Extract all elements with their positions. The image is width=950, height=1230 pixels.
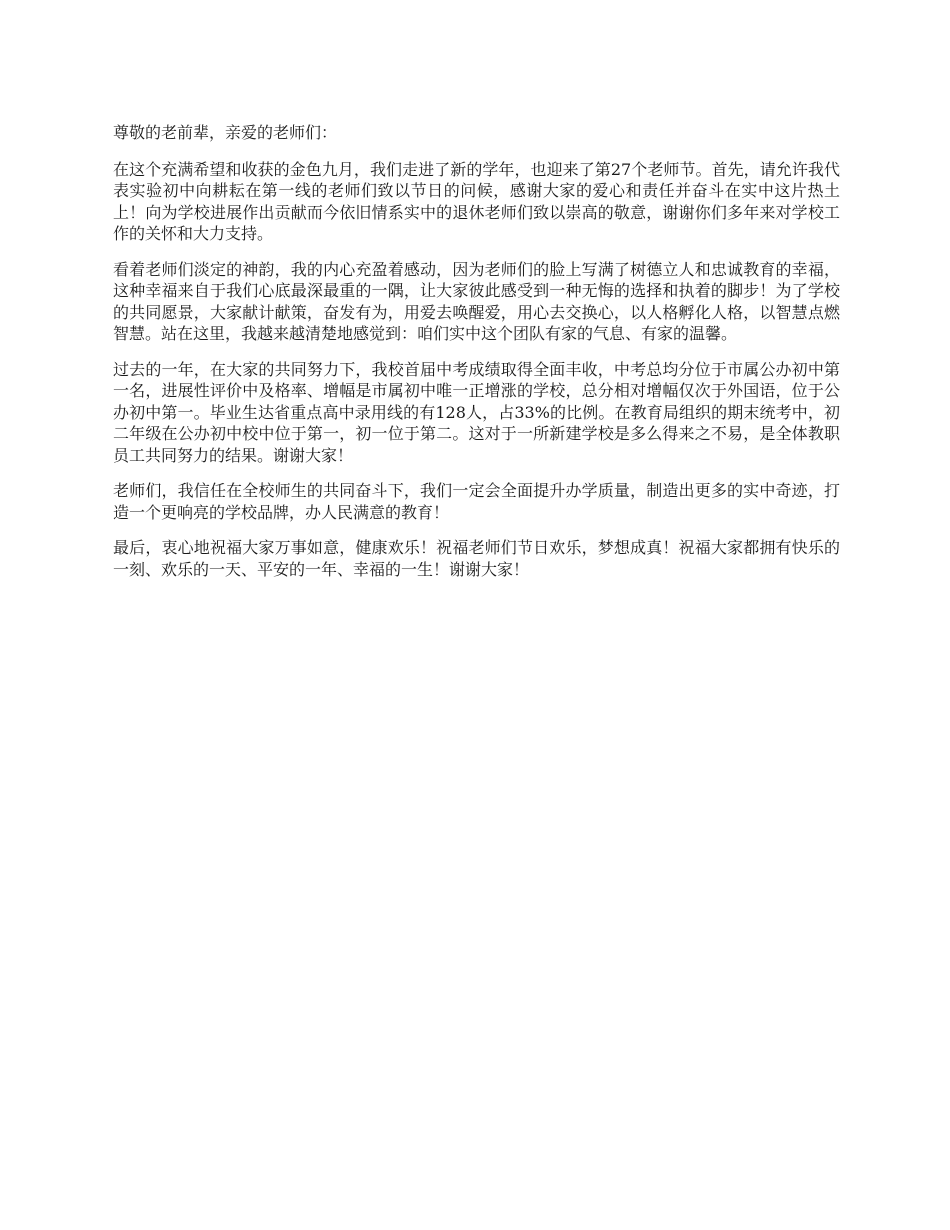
salutation: 尊敬的老前辈，亲爱的老师们： xyxy=(113,123,338,142)
paragraph-4: 老师们，我信任在全校师生的共同奋斗下，我们一定会全面提升办学质量，制造出更多的实中奇迹，打造一个更响亮的学校品牌，办人民满意的教育！ xyxy=(113,481,840,522)
paragraph-2: 看着老师们淡定的神韵，我的内心充盈着感动，因为老师们的脸上写满了树德立人和忠诚教育的幸福，这种幸福来自于我们心底最深最重的一隅，让大家彼此感受到一种无悔的选择和执着的脚步！为了学校的共同愿景，大家献计献策，奋发有为，用爱去唤醒爱，用心去交换心，以人格孵化人格，以智慧点燃智慧。站在这里，我越来越清楚地感觉到：咱们实中这个团队有家的气息、有家的温馨。 xyxy=(113,259,840,343)
paragraph-5: 最后，衷心地祝福大家万事如意，健康欢乐！祝福老师们节日欢乐，梦想成真！祝福大家都拥有快乐的一刻、欢乐的一天、平安的一年、幸福的一生！谢谢大家！ xyxy=(113,538,840,579)
paragraph-3: 过去的一年，在大家的共同努力下，我校首届中考成绩取得全面丰收，中考总均分位于市属公办初中第一名，进展性评价中及格率、增幅是市属初中唯一正增涨的学校，总分相对增幅仅次于外国语，位于公办初中第一。毕业生达省重点高中录用线的有128人，占33%的比例。在教育局组织的期末统考中，初二年级在公办初中校中位于第一，初一位于第二。这对于一所新建学校是多么得来之不易，是全体教职员工共同努力的结果。谢谢大家！ xyxy=(113,359,840,465)
document-page xyxy=(113,122,840,594)
paragraph-1: 在这个充满希望和收获的金色九月，我们走进了新的学年，也迎来了第27个老师节。首先，请允许我代表实验初中向耕耘在第一线的老师们致以节日的问候，感谢大家的爱心和责任并奋斗在实中这片热土上！向为学校进展作出贡献而今依旧情系实中的退休老师们致以崇高的敬意，谢谢你们多年来对学校工作的关怀和大力支持。 xyxy=(113,159,840,243)
